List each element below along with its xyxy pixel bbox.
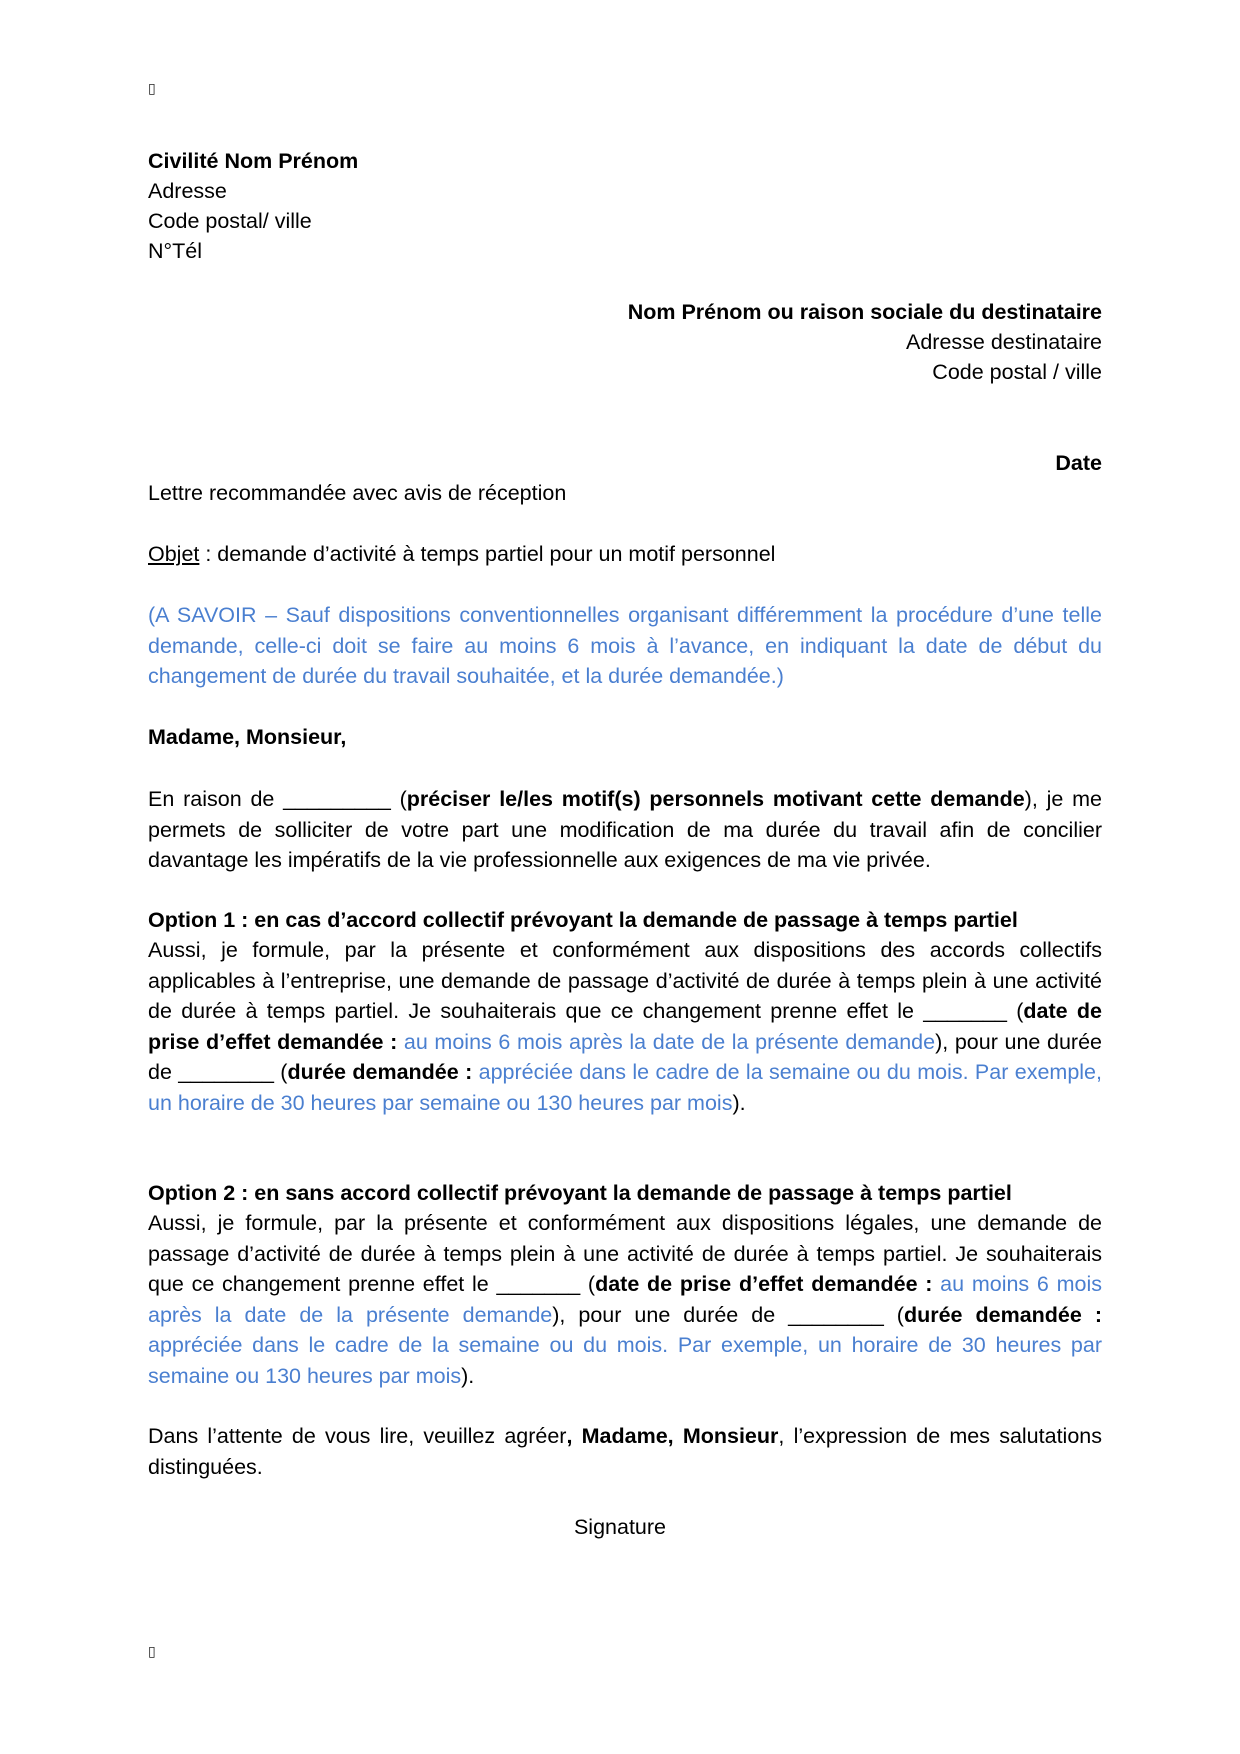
option1-text-2: ), pour une durée de ________ ( — [148, 1029, 1102, 1084]
date-label: Date — [1055, 451, 1102, 475]
option2-blue-2: appréciée dans le cadre de la semaine ou du mois. Par exemple, un horaire de 30 heures par semaine ou 130 heures par mois — [148, 1333, 1102, 1388]
option1-text-3: ). — [732, 1090, 746, 1115]
option1-text-1: Aussi, je formule, par la présente et conformément aux dispositions des accords collectifs applicables à l’entreprise, une demande de passage d’activité de durée à temps plein à une activité de durée à temps partiel. Je souhaiterais que ce changement prenne effet le _______ ( — [148, 938, 1102, 1023]
option1-title: Option 1 : en cas d’accord collectif prévoyant la demande de passage à temps partiel — [148, 908, 1018, 932]
intro-text-2: ), je me permets de solliciter de votre part une modification de ma durée du travail afin de concilier davantage les impératifs de la vie professionnelle aux exigences de ma vie privée. — [148, 787, 1102, 872]
sender-name: Civilité Nom Prénom — [148, 149, 359, 173]
option2-title: Option 2 : en sans accord collectif prévoyant la demande de passage à temps partiel — [148, 1181, 1012, 1205]
closing-text-2: , l’expression de mes salutations distinguées. — [148, 1424, 1102, 1479]
closing-bold: , Madame, Monsieur — [566, 1424, 779, 1448]
intro-text-1: En raison de _________ ( — [148, 787, 407, 811]
option2-text-1: Aussi, je formule, par la présente et conformément aux dispositions légales, une demande de passage d’activité de durée à temps plein à une activité de durée à temps partiel. Je souhaiterais que ce changement prenne effet le _______ ( — [148, 1211, 1102, 1296]
placeholder-glyph-icon: ▯ — [148, 80, 156, 96]
placeholder-glyph-icon: ▯ — [148, 1643, 156, 1659]
recipient-address: Adresse destinataire — [906, 330, 1102, 354]
option2-text-2: ), pour une durée de ________ ( — [552, 1302, 904, 1327]
option2-text-3: ). — [461, 1363, 475, 1388]
signature-label: Signature — [573, 1515, 667, 1539]
option2-bold-2: durée demandée : — [903, 1302, 1102, 1327]
option1-body — [148, 935, 1102, 1118]
delivery-mode: Lettre recommandée avec avis de réception — [148, 481, 567, 505]
intro-bold: préciser le/les motif(s) personnels motivant cette demande — [406, 787, 1025, 811]
subject-text: : demande d’activité à temps partiel pour un motif personnel — [199, 542, 776, 566]
closing-paragraph — [148, 1421, 1102, 1482]
option2-body — [148, 1208, 1102, 1391]
sender-address: Adresse — [148, 179, 227, 203]
closing-text-1: Dans l’attente de vous lire, veuillez agréer — [148, 1424, 567, 1448]
subject-label: Objet — [148, 542, 200, 566]
option1-bold-1: date de prise d’effet demandée : — [148, 999, 1102, 1054]
option1-blue-2: appréciée dans le cadre de la semaine ou du mois. Par exemple, un horaire de 30 heures par semaine ou 130 heures par mois — [148, 1060, 1102, 1115]
option1-blue-1: au moins 6 mois après la date de la présente demande — [397, 1029, 936, 1054]
option2-bold-1: date de prise d’effet demandée : — [595, 1272, 933, 1296]
option1-bold-2: durée demandée : — [287, 1060, 473, 1084]
option2-blue-1: au moins 6 mois après la date de la présente demande — [148, 1272, 1102, 1327]
note-paragraph: (A SAVOIR – Sauf dispositions conventionnelles organisant différemment la procédure d’une telle demande, celle-ci doit se faire au moins 6 mois à l’avance, en indiquant la date de début du changement de durée du travail souhaitée, et la durée demandée.) — [148, 603, 1102, 688]
intro-paragraph — [148, 784, 1102, 876]
salutation: Madame, Monsieur, — [148, 725, 347, 749]
recipient-name: Nom Prénom ou raison sociale du destinataire — [627, 300, 1102, 324]
sender-postal-city: Code postal/ ville — [148, 209, 312, 233]
sender-phone: N°Tél — [148, 239, 202, 263]
recipient-postal-city: Code postal / ville — [932, 360, 1102, 384]
subject-line — [148, 539, 775, 569]
